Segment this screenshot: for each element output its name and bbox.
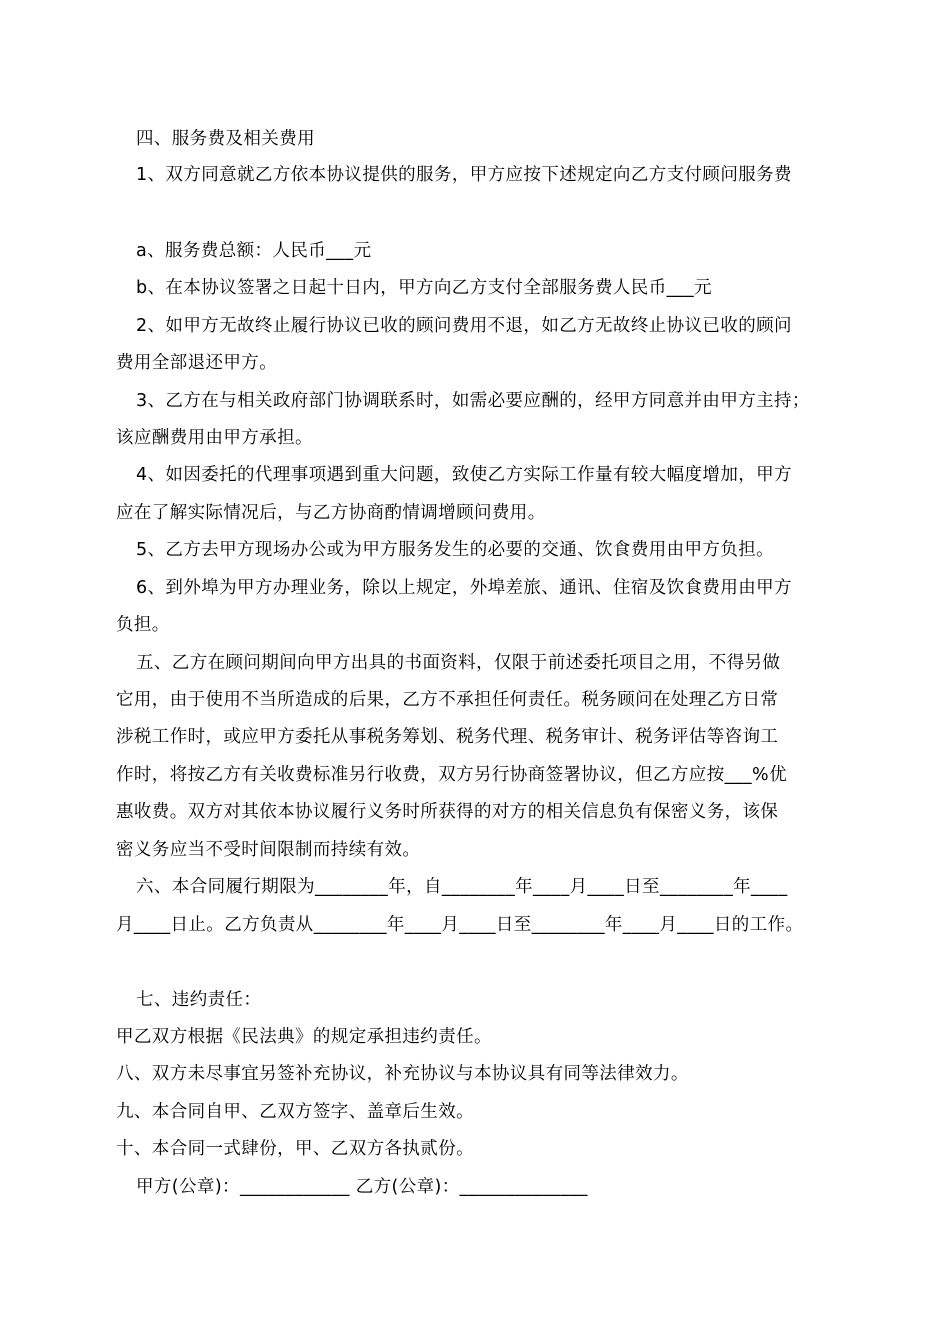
section-5-line3: 涉税工作时，或应甲方委托从事税务筹划、税务代理、税务审计、税务评估等咨询工	[116, 727, 779, 747]
section-8: 八、双方未尽事宜另签补充协议，补充协议与本协议具有同等法律效力。	[116, 1064, 689, 1084]
section-4-heading: 四、服务费及相关费用	[136, 129, 315, 149]
section-5-line4: 作时，将按乙方有关收费标准另行收费，双方另行协商签署协议，但乙方应按___%优	[116, 765, 787, 785]
clause-4-3-line1: 3、乙方在与相关政府部门协调联系时，如需必要应酬的，经甲方同意并由甲方主持；	[136, 391, 810, 411]
section-5-line6: 密义务应当不受时间限制而持续有效。	[116, 840, 421, 860]
section-7-body: 甲乙双方根据《民法典》的规定承担违约责任。	[116, 1027, 492, 1047]
clause-4-5: 5、乙方去甲方现场办公或为甲方服务发生的必要的交通、饮食费用由甲方负担。	[136, 540, 775, 560]
clause-4-b: b、在本协议签署之日起十日内，甲方向乙方支付全部服务费人民币___元	[136, 278, 712, 298]
clause-4-a: a、服务费总额：人民币___元	[136, 241, 372, 261]
clause-4-1: 1、双方同意就乙方依本协议提供的服务，甲方应按下述规定向乙方支付顾问服务费	[136, 165, 792, 185]
clause-4-2-line2: 费用全部退还甲方。	[116, 353, 278, 373]
clause-4-4-line2: 应在了解实际情况后，与乙方协商酌情调增顾问费用。	[116, 503, 546, 523]
clause-4-6-line2: 负担。	[116, 615, 170, 635]
signature-line: 甲方(公章)：____________ 乙方(公章)：______________	[136, 1177, 588, 1197]
clause-4-3-line2: 该应酬费用由甲方承担。	[116, 428, 313, 448]
clause-4-4-line1: 4、如因委托的代理事项遇到重大问题，致使乙方实际工作量有较大幅度增加，甲方	[136, 465, 792, 485]
section-10: 十、本合同一式肆份，甲、乙双方各执贰份。	[116, 1139, 474, 1159]
section-7-heading: 七、违约责任：	[136, 990, 262, 1010]
section-6-line1: 六、本合同履行期限为________年，自________年____月____日至________年____	[136, 877, 788, 897]
clause-4-6-line1: 6、到外埠为甲方办理业务，除以上规定，外埠差旅、通讯、住宿及饮食费用由甲方	[136, 578, 792, 598]
section-5-line1: 五、乙方在顾问期间向甲方出具的书面资料，仅限于前述委托项目之用，不得另做	[136, 653, 781, 673]
clause-4-2-line1: 2、如甲方无故终止履行协议已收的顾问费用不退，如乙方无故终止协议已收的顾问	[136, 316, 792, 336]
section-6-line2: 月____日止。乙方负责从________年____月____日至________年____月____日的工作。	[116, 915, 804, 935]
section-5-line2: 它用，由于使用不当所造成的后果，乙方不承担任何责任。税务顾问在处理乙方日常	[116, 690, 779, 710]
section-5-line5: 惠收费。双方对其依本协议履行义务时所获得的对方的相关信息负有保密义务，该保	[116, 802, 779, 822]
section-9: 九、本合同自甲、乙双方签字、盖章后生效。	[116, 1102, 474, 1122]
